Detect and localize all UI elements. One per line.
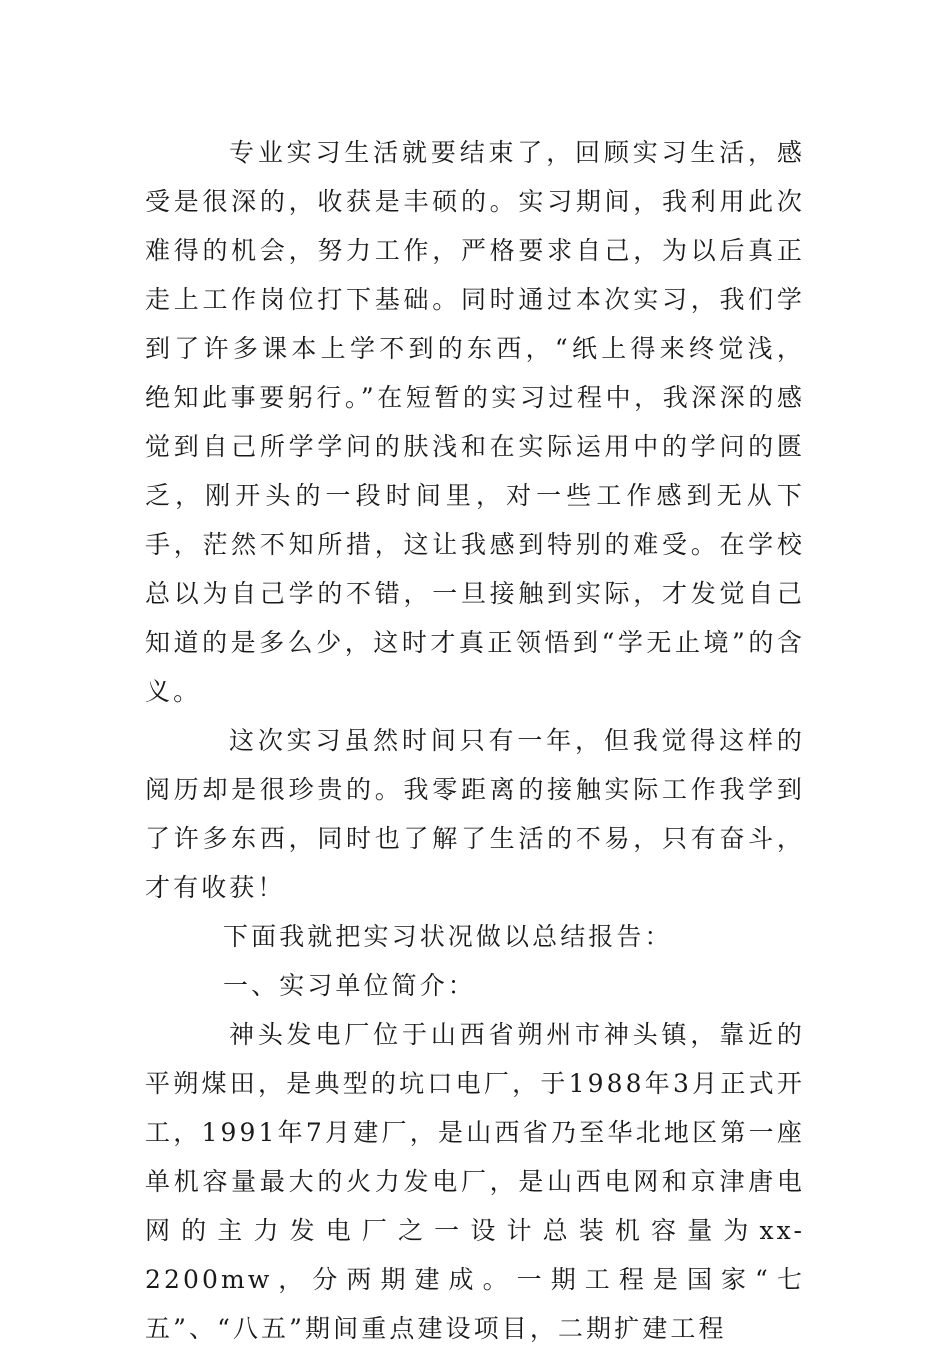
document-page [145,128,805,1353]
section-heading-unit-intro: 一、实习单位简介： [223,971,476,1000]
paragraph-power-plant-description: 神头发电厂位于山西省朔州市神头镇，靠近的平朔煤田，是典型的坑口电厂，于1988年3月正式开工，1991年7月建厂，是山西省乃至华北地区第一座单机容量最大的火力发电厂，是山西电网和京津唐电网的主力发电厂之一设计总装机容量为xx-2200mw，分两期建成。一期工程是国家“七五”、“八五”期间重点建设项目，二期扩建工程 [145,1020,805,1343]
paragraph-experience-value: 这次实习虽然时间只有一年，但我觉得这样的阅历却是很珍贵的。我零距离的接触实际工作我学到了许多东西，同时也了解了生活的不易，只有奋斗，才有收获！ [145,726,805,902]
paragraph-report-intro: 下面我就把实习状况做以总结报告： [223,922,673,951]
paragraph-internship-reflection: 专业实习生活就要结束了，回顾实习生活，感受是很深的，收获是丰硕的。实习期间，我利用此次难得的机会，努力工作，严格要求自己，为以后真正走上工作岗位打下基础。同时通过本次实习，我们学到了许多课本上学不到的东西，“纸上得来终觉浅，绝知此事要躬行。”在短暂的实习过程中，我深深的感觉到自己所学学问的肤浅和在实际运用中的学问的匮乏，刚开头的一段时间里，对一些工作感到无从下手，茫然不知所措，这让我感到特别的难受。在学校总以为自己学的不错，一旦接触到实际，才发觉自己知道的是多么少，这时才真正领悟到“学无止境”的含义。 [145,138,805,706]
